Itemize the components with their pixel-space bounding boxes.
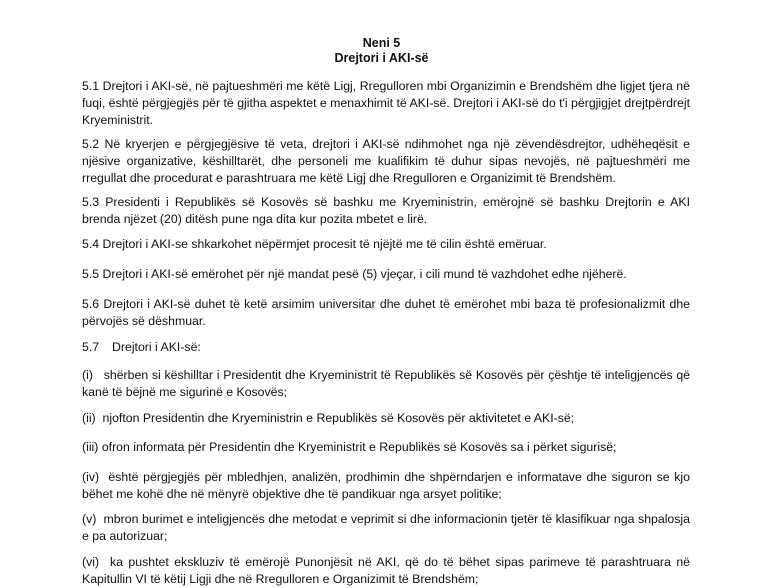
list-item-iv <box>82 469 690 503</box>
list-item-v <box>82 511 690 545</box>
list-item-text: mbron burimet e inteligjencës dhe metodat e veprimit si dhe informacionin tjetër të klasifikuar nga shpalosja e pa autorizuar; <box>82 512 690 543</box>
paragraph-number: 5.7 <box>82 340 100 354</box>
list-item-vi <box>82 554 690 586</box>
article-number: Neni 5 <box>362 36 401 50</box>
paragraph-5-5: 5.5 Drejtori i AKI-së emërohet për një mandat pesë (5) vjeçar, i cili mund të vazhdohet edhe njëherë. <box>82 267 627 281</box>
list-item-iii <box>82 439 690 456</box>
list-item-label: (iii) <box>82 440 99 454</box>
paragraph-5-2: 5.2 Në kryerjen e përgjegjësive të veta, drejtori i AKI-së ndihmohet nga një zëvendësdrejtor, udhëheqësit e njësive organizative, këshilltarët, dhe personeli me kualifikim të duhur sipas nevojës, në pajtueshmëri me rregullat dhe procedurat e parashtruara me këtë Ligj dhe Rregulloren e Organizimit të Brendshëm. <box>82 137 690 185</box>
paragraph-5-7 <box>82 339 690 356</box>
list-item-label: (v) <box>82 512 97 526</box>
paragraph-5-4: 5.4 Drejtori i AKI-se shkarkohet nëpërmjet procesit të njëjtë me të cilin është emëruar. <box>82 237 547 251</box>
list-item-text: është përgjegjës për mbledhjen, analizën, prodhimin dhe shpërndarjen e informatave dhe siguron se kjo bëhet me kohë dhe në mënyrë objektive dhe të pandikuar nga arsyet politike; <box>82 470 690 501</box>
list-item-label: (vi) <box>82 555 100 569</box>
paragraph-5-3: 5.3 Presidenti i Republikës së Kosovës së bashku me Kryeministrin, emërojnë së bashku Drejtorin e AKI brenda njëzet (20) ditësh pune nga dita kur pozita mbetet e lirë. <box>82 195 690 226</box>
list-item-ii <box>82 410 690 427</box>
list-item-text: njofton Presidentin dhe Kryeministrin e Republikës së Kosovës për aktivitetet e AKI-së; <box>102 411 575 425</box>
paragraph-text: Drejtori i AKI-së: <box>112 340 201 354</box>
list-item-i <box>82 367 690 401</box>
list-item-label: (i) <box>82 368 93 382</box>
article-title: Drejtori i AKI-së <box>334 51 429 65</box>
list-item-label: (iv) <box>82 470 100 484</box>
list-item-text: ofron informata për Presidentin dhe Kryeministrit e Republikës së Kosovës sa i përket sigurisë; <box>101 440 617 454</box>
list-item-label: (ii) <box>82 411 96 425</box>
paragraph-5-1: 5.1 Drejtori i AKI-së, në pajtueshmëri me këtë Ligj, Rregulloren mbi Organizimin e Brendshëm dhe ligjet tjera në fuqi, është përgjegjës për të gjitha aspektet e menaxhimit të AKI-së. Drejtori i AKI-së do t'i përgjigjet drejtpërdrejt Kryeministrit. <box>82 79 690 127</box>
paragraph-5-6: 5.6 Drejtori i AKI-së duhet të ketë arsimim universitar dhe duhet të emërohet mbi baza të profesionalizmit dhe përvojës së dëshmuar. <box>82 297 690 328</box>
list-item-text: shërben si këshilltar i Presidentit dhe Kryeministrit të Republikës së Kosovës për çështje të inteligjencës që kanë të bëjnë me sigurinë e Kosovës; <box>82 368 690 399</box>
list-item-text: ka pushtet ekskluziv të emërojë Punonjësit në AKI, që do të bëhet sipas parimeve të parashtruara në Kapitullin VI të këtij Ligji dhe në Rregulloren e Organizimit të Brendshëm; <box>82 555 690 586</box>
